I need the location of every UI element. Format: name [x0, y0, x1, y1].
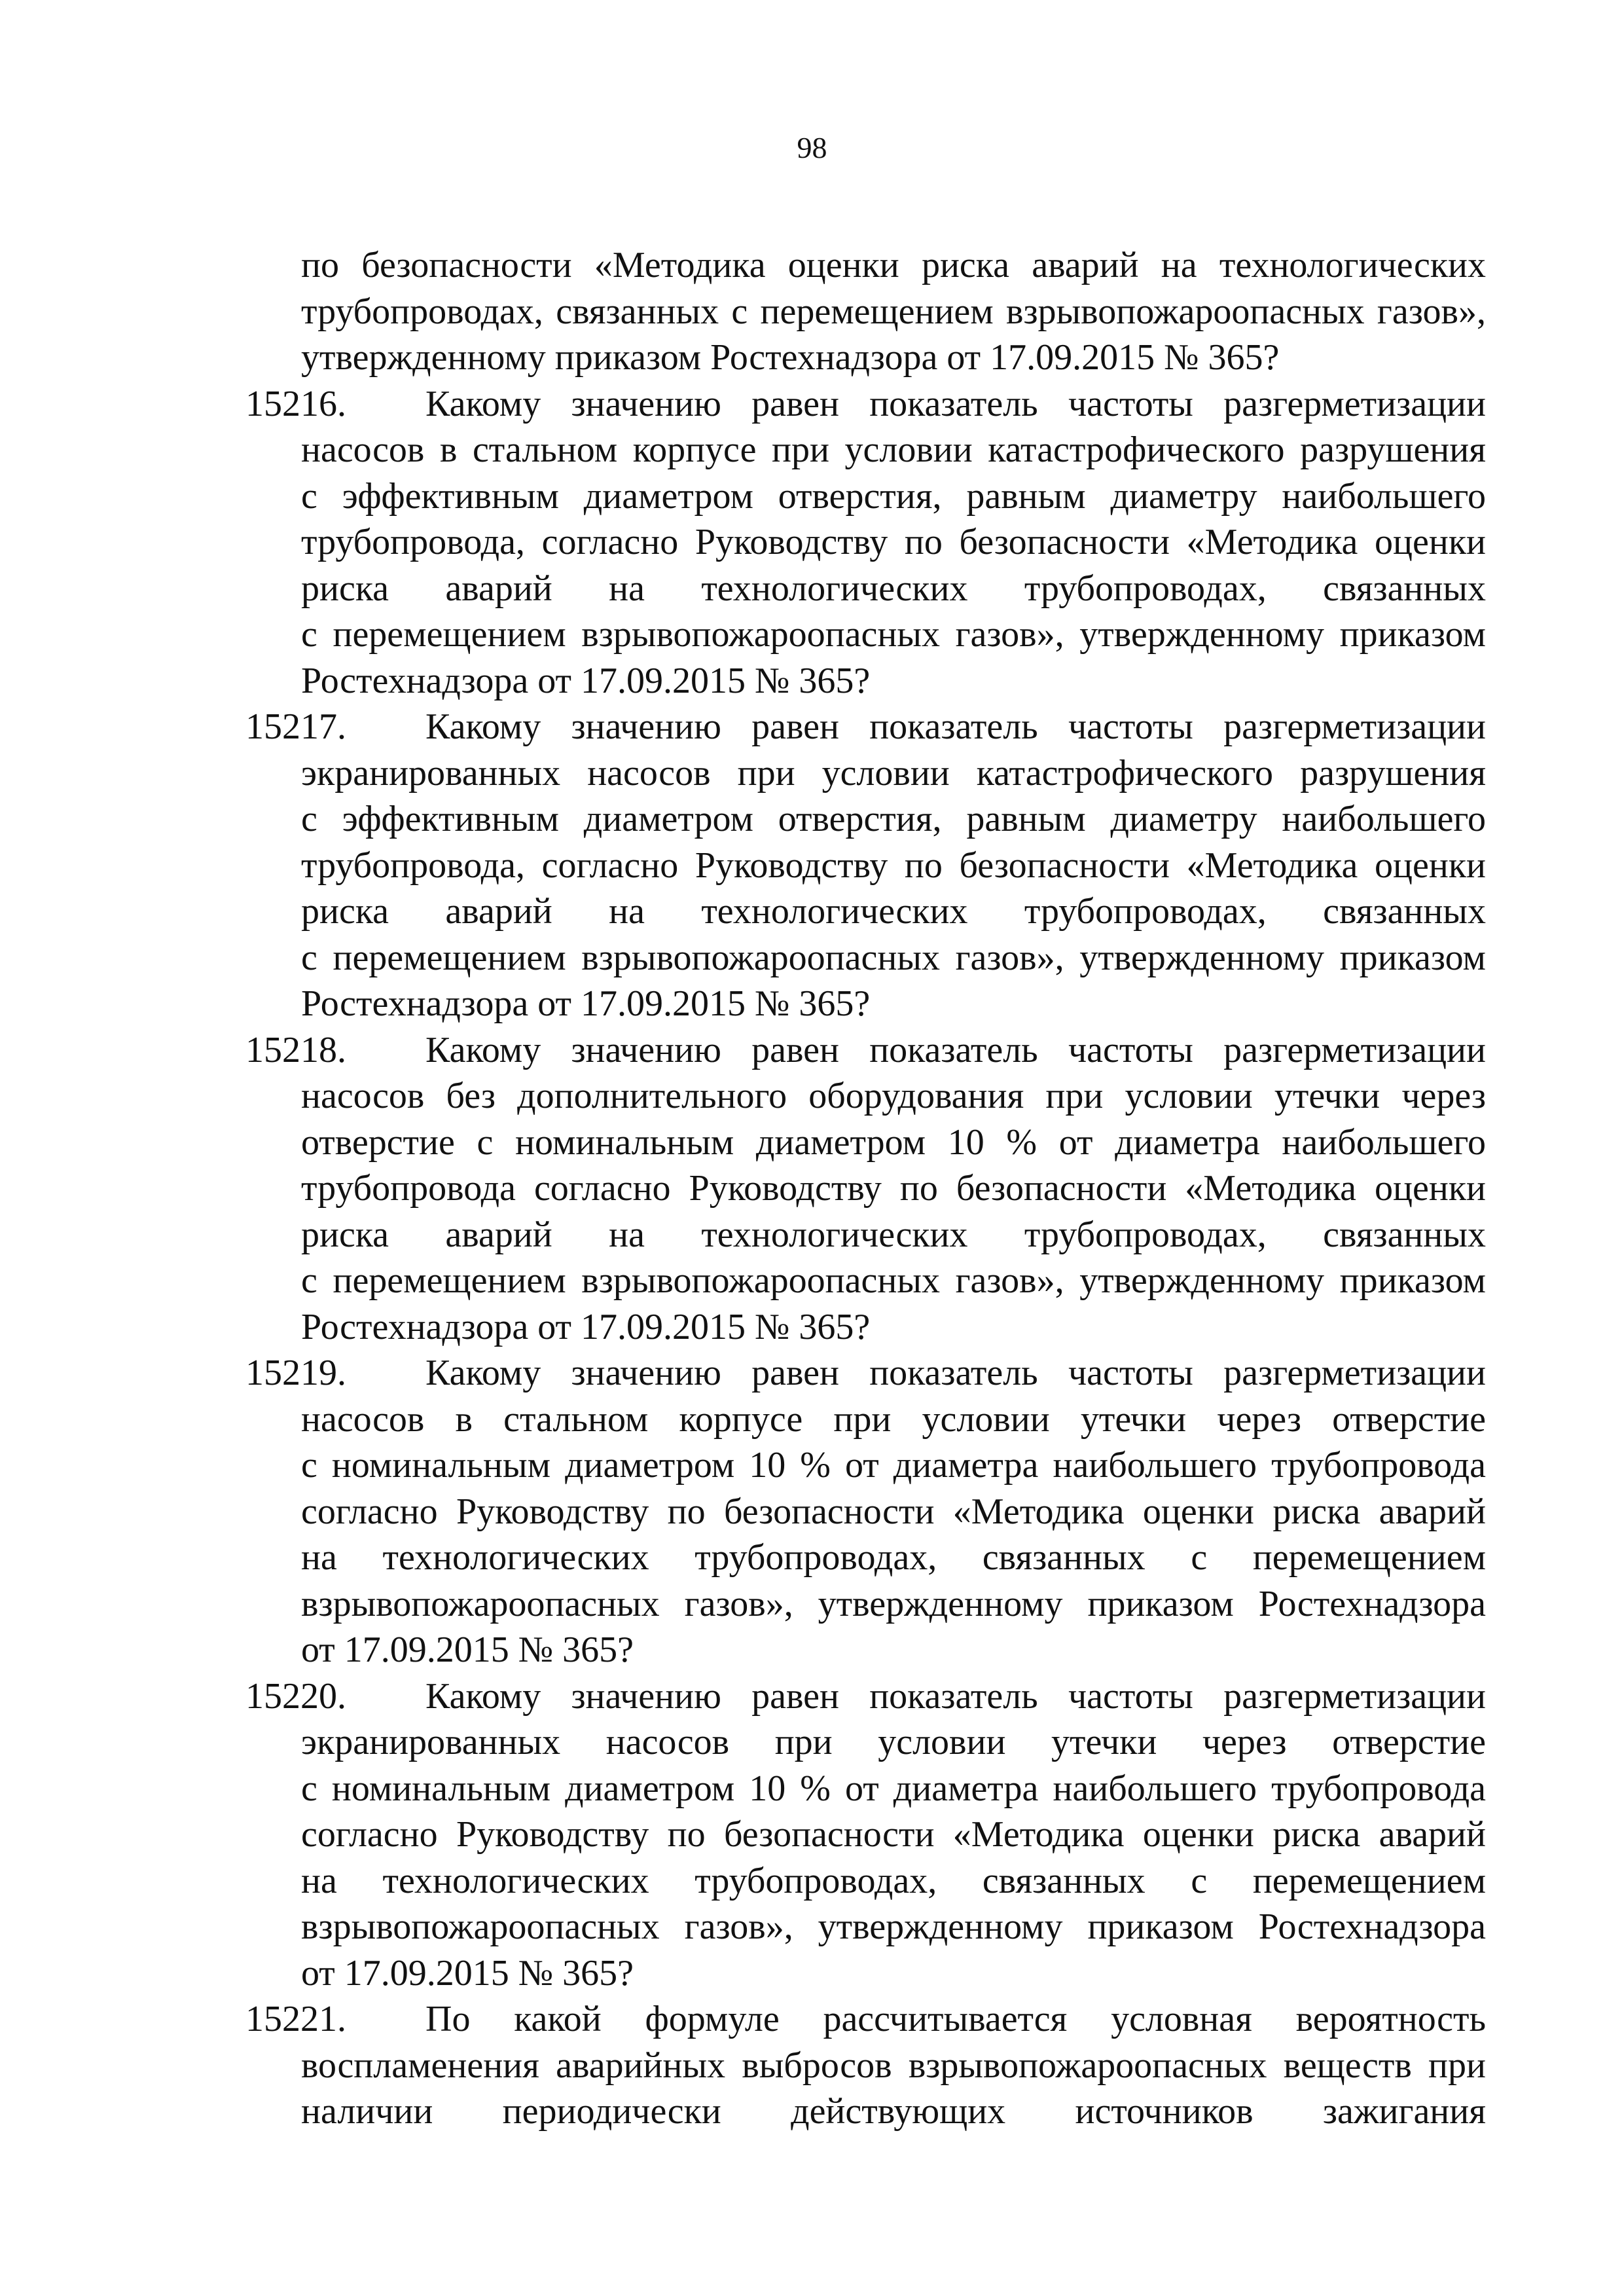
text-line: насосов в стальном корпусе при условии утечки через отверстие — [301, 1398, 1486, 1440]
text-line: с перемещением взрывопожароопасных газов», утвержденному приказом — [301, 614, 1486, 655]
text-line: взрывопожароопасных газов», утвержденному приказом Ростехнадзора — [301, 1906, 1486, 1947]
question-item — [245, 1027, 1486, 1351]
text-line: экранированных насосов при условии катастрофического разрушения — [301, 752, 1486, 793]
text-line: трубопровода согласно Руководству по безопасности «Методика оценки — [301, 1168, 1486, 1209]
text-line: согласно Руководству по безопасности «Методика оценки риска аварий — [301, 1491, 1486, 1532]
text-line: согласно Руководству по безопасности «Методика оценки риска аварий — [301, 1814, 1486, 1855]
question-item — [245, 1996, 1486, 2135]
text-line: Ростехнадзора от 17.09.2015 № 365? — [301, 660, 871, 701]
question-number: 15219. — [245, 1353, 346, 1393]
question-number: 15220. — [245, 1675, 346, 1717]
text-line: утвержденному приказом Ростехнадзора от 17.09.2015 № 365? — [301, 337, 1280, 378]
text-line: наличии периодически действующих источников зажигания — [301, 2091, 1486, 2132]
question-item — [245, 1350, 1486, 1673]
question-first-line — [245, 1673, 1486, 1720]
question-item — [245, 381, 1486, 704]
text-line: воспламенения аварийных выбросов взрывопожароопасных веществ при — [301, 2045, 1486, 2086]
question-first-line — [245, 381, 1486, 428]
question-first-line — [245, 1996, 1486, 2043]
text-line: с эффективным диаметром отверстия, равным диаметру наибольшего — [301, 475, 1486, 517]
question-first-line — [245, 1027, 1486, 1074]
text-line: с номинальным диаметром 10 % от диаметра наибольшего трубопровода — [301, 1768, 1486, 1809]
text-line: с перемещением взрывопожароопасных газов», утвержденному приказом — [301, 1260, 1486, 1301]
question-number: 15218. — [245, 1029, 346, 1070]
text-line: взрывопожароопасных газов», утвержденному приказом Ростехнадзора — [301, 1583, 1486, 1624]
text-line: насосов без дополнительного оборудования при условии утечки через — [301, 1076, 1486, 1116]
text-line: риска аварий на технологических трубопроводах, связанных — [301, 568, 1486, 609]
text-line: отверстие с номинальным диаметром 10 % от диаметра наибольшего — [301, 1121, 1486, 1163]
text-line: трубопроводах, связанных с перемещением взрывопожароопасных газов», — [301, 291, 1486, 332]
text-line: Какому значению равен показатель частоты разгерметизации — [425, 1029, 1486, 1070]
text-line: насосов в стальном корпусе при условии катастрофического разрушения — [301, 429, 1486, 470]
document-body — [245, 242, 1486, 2135]
text-line: риска аварий на технологических трубопроводах, связанных — [301, 1214, 1486, 1255]
text-line: экранированных насосов при условии утечки через отверстие — [301, 1722, 1486, 1762]
text-line: от 17.09.2015 № 365? — [301, 1630, 634, 1670]
text-line: Ростехнадзора от 17.09.2015 № 365? — [301, 1306, 871, 1347]
question-item — [245, 704, 1486, 1027]
text-line: Ростехнадзора от 17.09.2015 № 365? — [301, 983, 871, 1024]
text-line: с номинальным диаметром 10 % от диаметра наибольшего трубопровода — [301, 1445, 1486, 1485]
question-first-line — [245, 1350, 1486, 1396]
text-line: Какому значению равен показатель частоты разгерметизации — [425, 1675, 1486, 1717]
text-line: По какой формуле рассчитывается условная вероятность — [425, 1999, 1486, 2039]
text-line: Какому значению равен показатель частоты разгерметизации — [425, 1353, 1486, 1393]
text-line: на технологических трубопроводах, связанных с перемещением — [301, 1860, 1486, 1901]
text-line: с перемещением взрывопожароопасных газов», утвержденному приказом — [301, 937, 1486, 978]
question-number: 15216. — [245, 383, 346, 424]
page-number: 98 — [797, 131, 827, 164]
text-line: по безопасности «Методика оценки риска аварий на технологических — [301, 245, 1486, 285]
question-item — [245, 1673, 1486, 1997]
text-line: от 17.09.2015 № 365? — [301, 1952, 634, 1994]
question-number: 15221. — [245, 1999, 346, 2039]
question-first-line — [245, 704, 1486, 750]
question-number: 15217. — [245, 706, 346, 747]
continued-question-text — [245, 242, 1486, 381]
text-line: Какому значению равен показатель частоты разгерметизации — [425, 383, 1486, 424]
text-line: риска аварий на технологических трубопроводах, связанных — [301, 891, 1486, 932]
text-line: на технологических трубопроводах, связанных с перемещением — [301, 1537, 1486, 1578]
text-line: Какому значению равен показатель частоты разгерметизации — [425, 706, 1486, 747]
text-line: с эффективным диаметром отверстия, равным диаметру наибольшего — [301, 799, 1486, 839]
text-line: трубопровода, согласно Руководству по безопасности «Методика оценки — [301, 845, 1486, 886]
text-line: трубопровода, согласно Руководству по безопасности «Методика оценки — [301, 522, 1486, 562]
